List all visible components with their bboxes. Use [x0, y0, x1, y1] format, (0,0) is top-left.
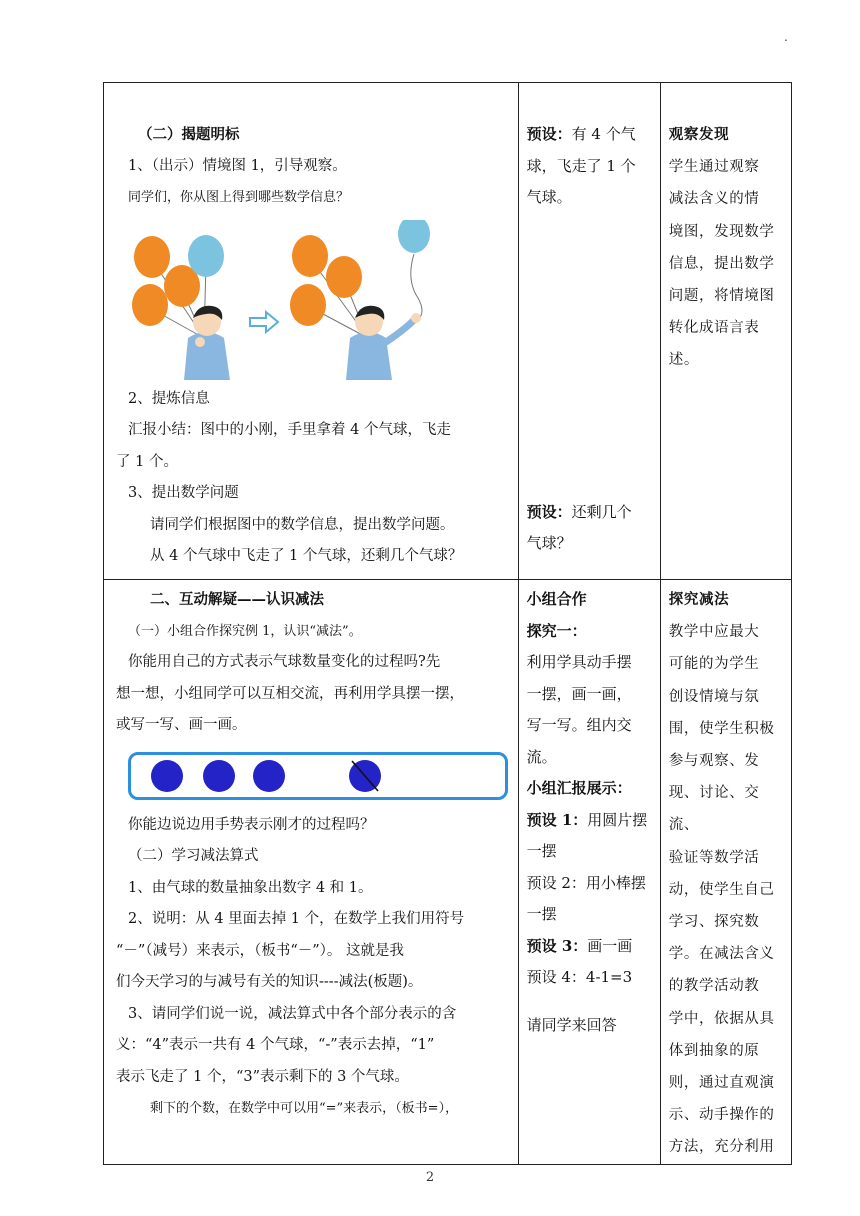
intent-line: 验证等数学活 [668, 849, 760, 866]
orange-balloon [290, 284, 326, 326]
preset-label: 预设 1： [526, 810, 588, 829]
intent-line: 围，使学生积极 [668, 720, 775, 737]
intent-line: 学习、探究数 [668, 914, 760, 931]
section-heading: （二）揭题明标 [138, 126, 240, 143]
boy-left [184, 305, 230, 379]
orange-balloon [292, 235, 328, 277]
summary-text: 汇报小结：图中的小刚，手里拿着 4 个气球，飞走 [128, 422, 451, 438]
step-text: 们今天学习的与减号有关的知识----减法(板题)。 [116, 974, 423, 990]
paragraph-text: 你能边说边用手势表示刚才的过程吗？ [128, 816, 375, 833]
prompt-text: 请同学们根据图中的数学信息，提出数学问题。 [150, 516, 455, 533]
balloon-boy-illustration [132, 220, 432, 380]
problem-text: 从 4 个气球中飞走了 1 个气球，还剩几个气球？ [150, 548, 463, 564]
preset-text: 一摆 [526, 905, 557, 923]
intent-line: 学生通过观察 [668, 159, 760, 176]
step-text: 义：“4”表示一共有 4 个气球，“-”表示去掉，“1” [116, 1037, 435, 1053]
report-label: 小组汇报展示： [526, 779, 632, 797]
intent-line: 可能的为学生 [668, 656, 760, 673]
intent-line: 转化成语言表 [668, 320, 760, 337]
intent-line: 教学中应最大 [668, 624, 760, 641]
subheading: （一）小组合作探究例 1，认识“减法”。 [128, 623, 362, 639]
orange-balloon [326, 256, 362, 298]
preset-text: 一摆 [526, 842, 557, 860]
step-text: “－”（减号）来表示，（板书“－”）。 这就是我 [116, 942, 405, 959]
intent-line: 现、讨论、交流、 [668, 785, 760, 834]
blue-circle [253, 760, 285, 792]
corner-mark: . [784, 30, 788, 44]
paragraph-text: 想一想，小组同学可以互相交流，再利用学具摆一摆， [116, 685, 464, 702]
preset-text: 预设 4：4-1=3 [526, 968, 633, 986]
teacher-activity-cell [104, 580, 519, 1165]
boy-right [346, 305, 421, 379]
design-intent-cell [660, 580, 791, 1165]
step-text: 1、（出示）情境图 1，引导观察。 [128, 157, 347, 174]
summary-text: 了 1 个。 [116, 453, 178, 470]
section-heading: 二、互动解疑——认识减法 [150, 591, 324, 608]
explore-label: 探究一： [526, 621, 587, 640]
intent-title: 观察发现 [668, 126, 730, 143]
orange-balloon [132, 284, 168, 326]
intent-line: 述。 [668, 352, 699, 369]
intent-line: 示、动手操作的 [668, 1107, 775, 1124]
intent-line: 问题，将情境图 [668, 288, 775, 305]
circles-diagram [128, 752, 508, 800]
preset-text: 有 4 个气 [571, 125, 636, 143]
activity-text: 一摆，画一画， [526, 684, 632, 703]
intent-line: 体到抽象的原 [668, 1042, 760, 1059]
intent-line: 减法含义的情 [668, 191, 760, 208]
intent-line: 则，通过直观演 [668, 1075, 775, 1092]
intent-line: 方法，充分利用 [668, 1139, 775, 1156]
page-number: 2 [425, 1170, 435, 1185]
activity-text: 利用学具动手摆 [526, 653, 632, 671]
activity-text: 流。 [526, 747, 557, 766]
subheading: （二）学习减法算式 [128, 848, 259, 864]
student-activity-cell [518, 580, 660, 1165]
activity-text: 写一写。组内交 [526, 716, 632, 734]
preset-text: 气球。 [526, 188, 572, 206]
step-text: 3、提出数学问题 [128, 485, 239, 501]
step-text: 表示飞走了 1 个，“3”表示剩下的 3 个气球。 [116, 1068, 409, 1085]
step-text: 2、提炼信息 [128, 390, 210, 407]
intent-line: 境图，发现数学 [668, 223, 775, 240]
paragraph-text: 你能用自己的方式表示气球数量变化的过程吗?先 [128, 654, 441, 670]
group-title: 小组合作 [526, 590, 587, 608]
right-arrow-icon [250, 312, 278, 332]
step-text: 2、说明：从 4 里面去掉 1 个，在数学上我们用符号 [128, 911, 465, 927]
preset-text: 气球？ [526, 534, 572, 552]
step-text: 1、由气球的数量抽象出数字 4 和 1。 [128, 879, 373, 896]
intent-line: 的教学活动教 [668, 978, 760, 995]
intent-line: 参与观察、发 [668, 753, 760, 770]
preset-text: 还剩几个 [571, 502, 632, 521]
lesson-plan-table [103, 82, 792, 1165]
step-text: 剩下的个数，在数学中可以用“=”来表示，（板书=）， [150, 1101, 459, 1116]
table-row [104, 580, 792, 1165]
intent-line: 学。在减法含义 [668, 946, 775, 963]
preset-text: 用圆片摆 [587, 810, 648, 829]
step-text: 3、请同学们说一说，减法算式中各个部分表示的含 [128, 1005, 457, 1022]
preset-text: 球，飞走了 1 个 [526, 156, 636, 175]
flying-blue-balloon [398, 220, 430, 253]
cross-out-slash [346, 757, 384, 795]
intent-line: 学中，依据从具 [668, 1010, 775, 1027]
teacher-activity-cell [104, 83, 519, 580]
preset-label: 预设： [526, 502, 572, 521]
preset-text: 预设 2：用小棒摆 [526, 873, 646, 892]
blue-circle [203, 760, 235, 792]
preset-text: 画一画 [587, 936, 633, 955]
answer-text: 请同学来回答 [526, 1015, 617, 1034]
intent-line: 创设情境与氛 [668, 688, 760, 705]
design-intent-cell [660, 83, 791, 580]
orange-balloon [134, 236, 170, 278]
student-activity-cell [518, 83, 660, 580]
question-text: 同学们，你从图上得到哪些数学信息？ [128, 190, 350, 205]
blue-circle [151, 760, 183, 792]
intent-line: 信息，提出数学 [668, 255, 775, 272]
preset-label: 预设 3： [526, 936, 588, 955]
blue-balloon [188, 235, 224, 277]
intent-line: 动，使学生自己 [668, 881, 775, 898]
preset-label: 预设： [526, 125, 572, 143]
intent-title: 探究减法 [668, 591, 730, 608]
paragraph-text: 或写一写、画一画。 [116, 717, 247, 733]
table-row [104, 83, 792, 580]
